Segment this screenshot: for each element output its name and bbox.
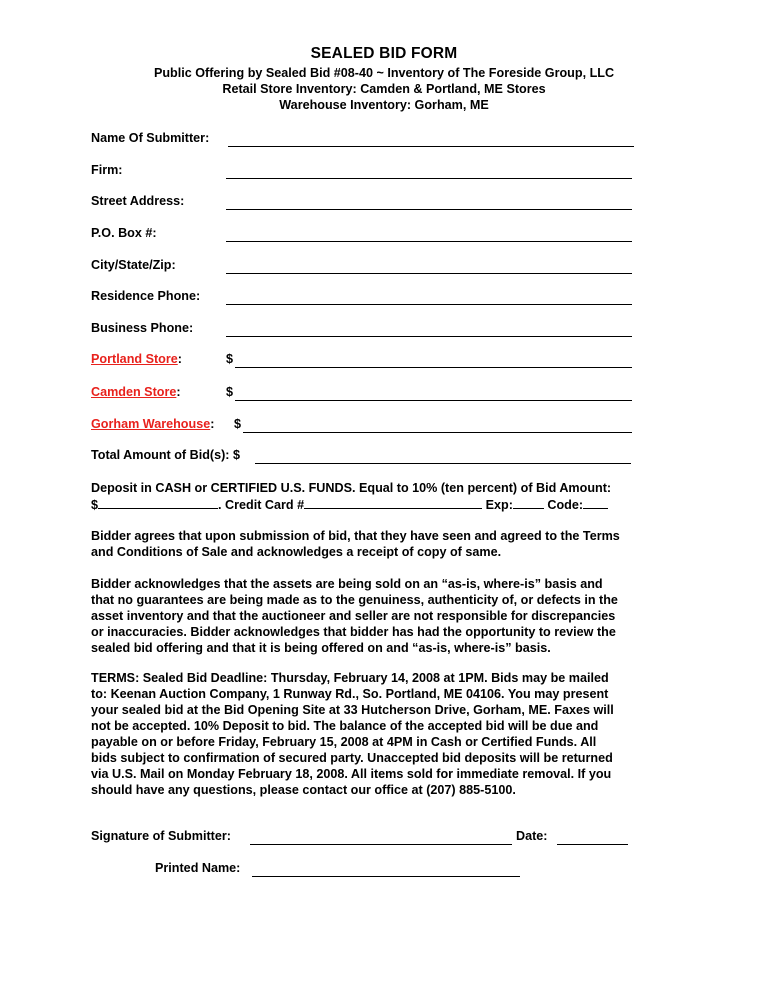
offering-subtitle: Public Offering by Sealed Bid #08-40 ~ Inventory of The Foreside Group, LLC [153, 66, 615, 80]
po-box-field[interactable] [226, 241, 632, 242]
warehouse-inventory-subtitle: Warehouse Inventory: Gorham, ME [279, 98, 489, 112]
total-amount-label: Total Amount of Bid(s): $ [91, 448, 241, 462]
acknowledgement-line: that no guarantees are being made as to the genuiness, authenticity of, or defects in the [91, 593, 618, 607]
terms-line: via U.S. Mail on Monday February 18, 2008. All items sold for immediate removal. If you [91, 767, 612, 781]
terms-line: TERMS: Sealed Bid Deadline: Thursday, February 14, 2008 at 1PM. Bids may be mailed [91, 671, 609, 685]
gorham-warehouse-row [91, 417, 214, 431]
terms-line: payable on or before Friday, February 15, 2008 at 4PM in Cash or Certified Funds. All [91, 735, 597, 749]
security-code-label: Code: [543, 498, 584, 512]
retail-inventory-subtitle: Retail Store Inventory: Camden & Portland, ME Stores [222, 82, 546, 96]
deposit-dollar-sign: $ [91, 498, 99, 512]
printed-name-field[interactable] [252, 876, 520, 877]
camden-store-dollar-sign: $ [226, 385, 234, 399]
deposit-amount-field[interactable] [98, 496, 218, 509]
acknowledgement-line: or inaccuracies. Bidder acknowledges that bidder has had the opportunity to review the [91, 625, 616, 639]
portland-store-amount-field[interactable] [235, 367, 632, 368]
terms-line: your sealed bid at the Bid Opening Site at 33 Hutcherson Drive, Gorham, ME. Faxes will [91, 703, 614, 717]
portland-store-label: Portland Store [91, 352, 178, 366]
camden-store-label: Camden Store [91, 385, 177, 399]
terms-line: bids subject to confirmation of secured party. Unaccepted bid deposits will be returned [91, 751, 613, 765]
signature-field[interactable] [250, 844, 512, 845]
deposit-details-row [91, 496, 681, 513]
gorham-warehouse-dollar-sign: $ [234, 417, 242, 431]
name-of-submitter-label: Name Of Submitter: [91, 131, 210, 145]
acknowledgement-paragraph [91, 576, 681, 656]
camden-store-amount-field[interactable] [235, 400, 632, 401]
signature-label: Signature of Submitter: [91, 829, 231, 843]
acknowledgement-line: Bidder acknowledges that the assets are being sold on an “as-is, where-is” basis and [91, 577, 603, 591]
business-phone-field[interactable] [226, 336, 632, 337]
date-field[interactable] [557, 844, 628, 845]
agreement-line: Bidder agrees that upon submission of bid, that they have seen and agreed to the Terms [91, 529, 620, 543]
portland-store-colon: : [177, 352, 182, 366]
firm-field[interactable] [226, 178, 632, 179]
street-address-field[interactable] [226, 209, 632, 210]
expiration-label: Exp: [482, 498, 513, 512]
terms-paragraph [91, 670, 681, 798]
residence-phone-label: Residence Phone: [91, 289, 201, 303]
name-of-submitter-field[interactable] [228, 146, 634, 147]
form-title: SEALED BID FORM [310, 45, 458, 62]
printed-name-label: Printed Name: [155, 861, 241, 875]
credit-card-label: . Credit Card # [218, 498, 305, 512]
camden-store-colon: : [176, 385, 181, 399]
city-state-zip-field[interactable] [226, 273, 632, 274]
acknowledgement-line: sealed bid offering and that it is being offered on and “as-is, where-is” basis. [91, 641, 551, 655]
portland-store-dollar-sign: $ [226, 352, 234, 366]
deposit-instructions: Deposit in CASH or CERTIFIED U.S. FUNDS. Equal to 10% (ten percent) of Bid Amount: [91, 481, 612, 495]
terms-line: should have any questions, please contact our office at (207) 885-5100. [91, 783, 516, 797]
firm-label: Firm: [91, 163, 123, 177]
street-address-label: Street Address: [91, 194, 185, 208]
agreement-line: and Conditions of Sale and acknowledges a receipt of copy of same. [91, 545, 502, 559]
acknowledgement-line: asset inventory and that the auctioneer and seller are not responsible for discrepancies [91, 609, 616, 623]
terms-line: to: Keenan Auction Company, 1 Runway Rd., So. Portland, ME 04106. You may present [91, 687, 609, 701]
date-label: Date: [516, 829, 548, 843]
gorham-warehouse-label: Gorham Warehouse [91, 417, 211, 431]
camden-store-row [91, 385, 181, 399]
credit-card-number-field[interactable] [304, 496, 482, 509]
portland-store-row [91, 352, 182, 366]
terms-line: not be accepted. 10% Deposit to bid. The balance of the accepted bid will be due and [91, 719, 599, 733]
gorham-warehouse-colon: : [210, 417, 215, 431]
city-state-zip-label: City/State/Zip: [91, 258, 176, 272]
expiration-field[interactable] [513, 496, 544, 509]
residence-phone-field[interactable] [226, 304, 632, 305]
po-box-label: P.O. Box #: [91, 226, 157, 240]
agreement-paragraph [91, 528, 681, 560]
total-amount-field[interactable] [255, 463, 631, 464]
security-code-field[interactable] [583, 496, 608, 509]
gorham-warehouse-amount-field[interactable] [243, 432, 632, 433]
business-phone-label: Business Phone: [91, 321, 194, 335]
